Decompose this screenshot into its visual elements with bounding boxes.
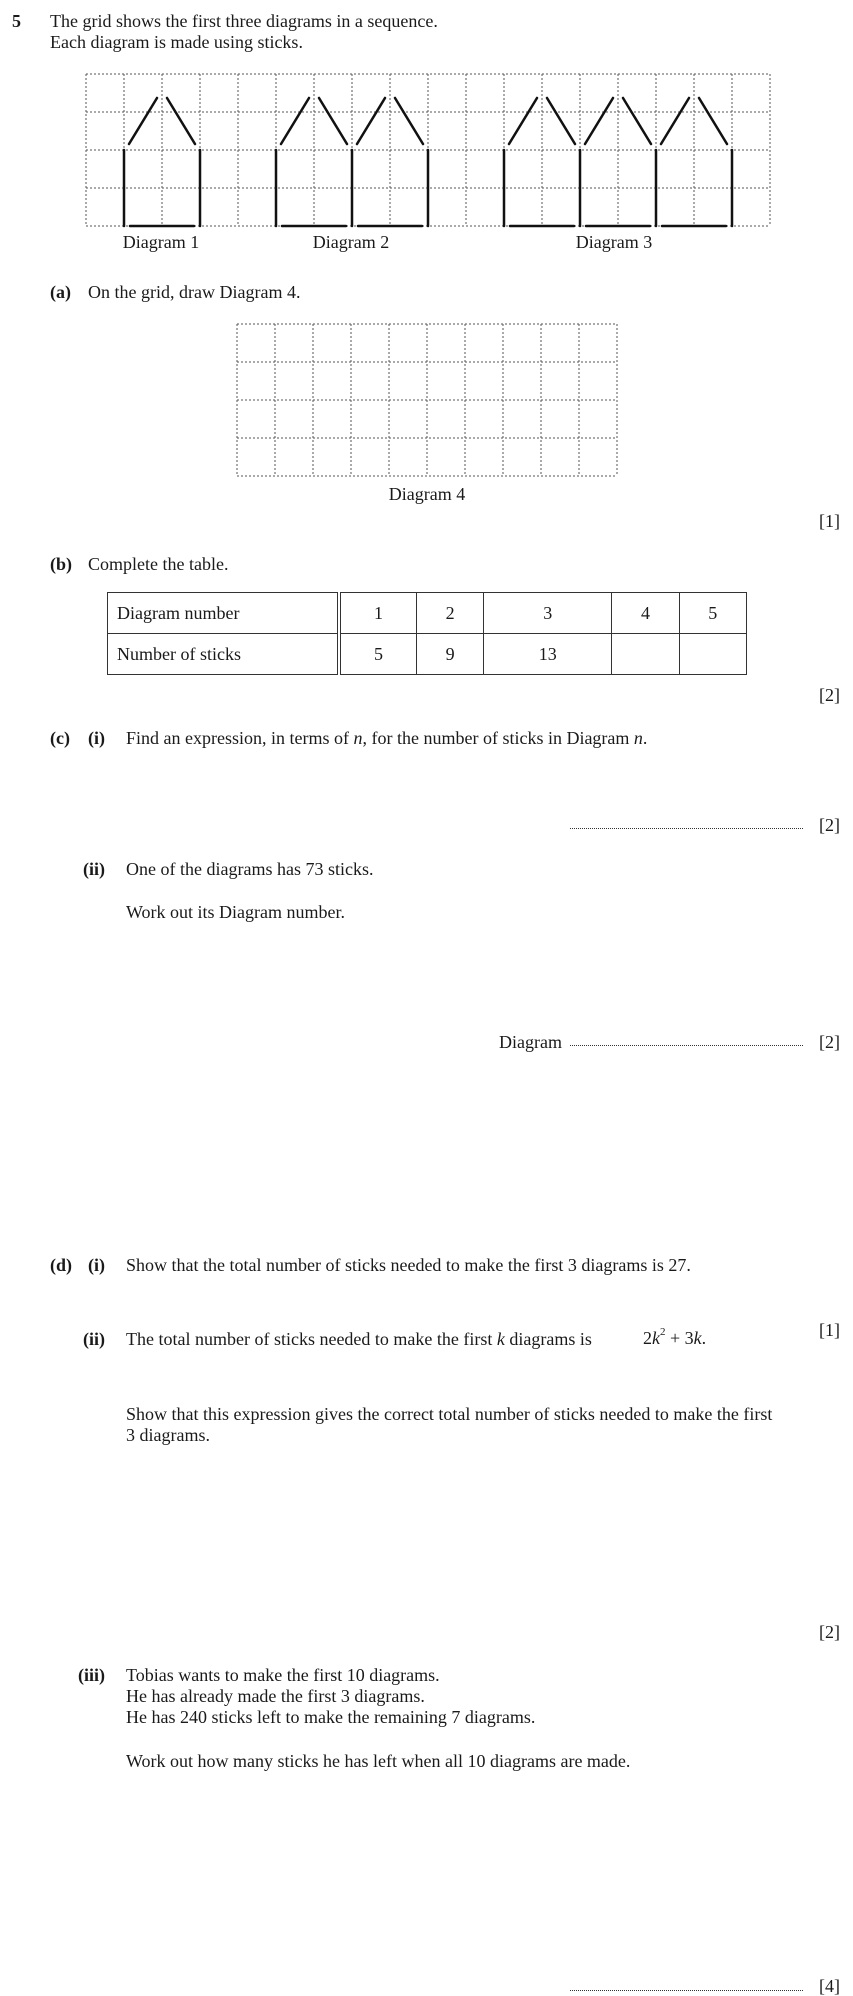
stick <box>509 98 537 144</box>
part-d-i-marks: [1] <box>819 1320 840 1340</box>
table-header-diagram-number: Diagram number <box>108 593 340 634</box>
part-b-text: Complete the table. <box>88 554 229 574</box>
part-c-ii-answer-line[interactable] <box>570 1045 803 1046</box>
part-d-iii-line-2: He has already made the first 3 diagrams. <box>126 1686 425 1706</box>
table-cell: 5 <box>339 634 416 675</box>
table-answer-cell-5[interactable] <box>679 634 746 675</box>
intro-line-1: The grid shows the first three diagrams in a sequence. <box>50 11 438 31</box>
part-d-iii-answer-line[interactable] <box>570 1990 803 1991</box>
table-answer-cell-4[interactable] <box>612 634 679 675</box>
part-d-i-label: (i) <box>88 1255 105 1275</box>
part-d-ii-text-3: 3 diagrams. <box>126 1425 210 1445</box>
stick <box>661 98 689 144</box>
part-c-ii-answer-prefix: Diagram <box>499 1032 562 1052</box>
part-a-label: (a) <box>50 282 71 302</box>
part-b-label: (b) <box>50 554 72 574</box>
stick <box>699 98 727 144</box>
part-b-marks: [2] <box>819 685 840 705</box>
diagram-4-drawing-grid[interactable] <box>237 324 617 476</box>
part-d-iii-marks: [4] <box>819 1976 840 1996</box>
part-c-ii-text-2: Work out its Diagram number. <box>126 902 346 922</box>
table-cell: 4 <box>612 593 679 634</box>
table-header-number-of-sticks: Number of sticks <box>108 634 340 675</box>
stick <box>357 98 385 144</box>
diagram-3-label: Diagram 3 <box>575 232 653 252</box>
diagram-1-label: Diagram 1 <box>122 232 200 252</box>
part-d-ii-label: (ii) <box>83 1329 105 1349</box>
table-cell: 1 <box>339 593 416 634</box>
table-row-number-of-sticks <box>108 634 747 675</box>
part-d-iii-line-3: He has 240 sticks left to make the remaining 7 diagrams. <box>126 1707 536 1727</box>
part-d-ii-marks: [2] <box>819 1622 840 1642</box>
part-a-marks: [1] <box>819 511 840 531</box>
diagram-2-label: Diagram 2 <box>312 232 390 252</box>
part-c-i-label: (i) <box>88 728 105 748</box>
stick <box>395 98 423 144</box>
table-cell: 9 <box>416 634 483 675</box>
part-c-i-answer-line[interactable] <box>570 828 803 829</box>
table-cell: 3 <box>484 593 612 634</box>
sequence-grid <box>86 74 768 226</box>
stick <box>167 98 195 144</box>
part-d-i-text: Show that the total number of sticks needed to make the first 3 diagrams is 27. <box>126 1255 691 1275</box>
part-d-iii-line-4: Work out how many sticks he has left when all 10 diagrams are made. <box>126 1751 631 1771</box>
question-number: 5 <box>12 11 21 31</box>
part-d-label: (d) <box>50 1255 72 1275</box>
table-cell: 2 <box>416 593 483 634</box>
part-d-iii-line-1: Tobias wants to make the first 10 diagrams. <box>126 1665 440 1685</box>
sticks-table <box>107 592 747 675</box>
part-c-ii-label: (ii) <box>83 859 105 879</box>
stick <box>281 98 309 144</box>
part-d-ii-text: The total number of sticks needed to make the first k diagrams is <box>126 1329 592 1349</box>
part-c-ii-marks: [2] <box>819 1032 840 1052</box>
part-d-ii-text-2: Show that this expression gives the correct total number of sticks needed to make the first <box>126 1404 773 1424</box>
stick <box>129 98 157 144</box>
table-cell: 5 <box>679 593 746 634</box>
stick <box>319 98 347 144</box>
stick <box>547 98 575 144</box>
table-row-diagram-number <box>108 593 747 634</box>
stick <box>623 98 651 144</box>
part-c-i-marks: [2] <box>819 815 840 835</box>
diagram-4-label: Diagram 4 <box>388 484 466 504</box>
stick <box>585 98 613 144</box>
intro-line-2: Each diagram is made using sticks. <box>50 32 303 52</box>
part-a-text: On the grid, draw Diagram 4. <box>88 282 301 302</box>
part-c-i-text: Find an expression, in terms of n, for the number of sticks in Diagram n. <box>126 728 648 748</box>
part-c-label: (c) <box>50 728 70 748</box>
table-cell: 13 <box>484 634 612 675</box>
part-d-ii-expression: $2k^2 + 3k$. <box>643 1326 707 1348</box>
part-c-ii-text-1: One of the diagrams has 73 sticks. <box>126 859 374 879</box>
part-d-iii-label: (iii) <box>78 1665 105 1685</box>
